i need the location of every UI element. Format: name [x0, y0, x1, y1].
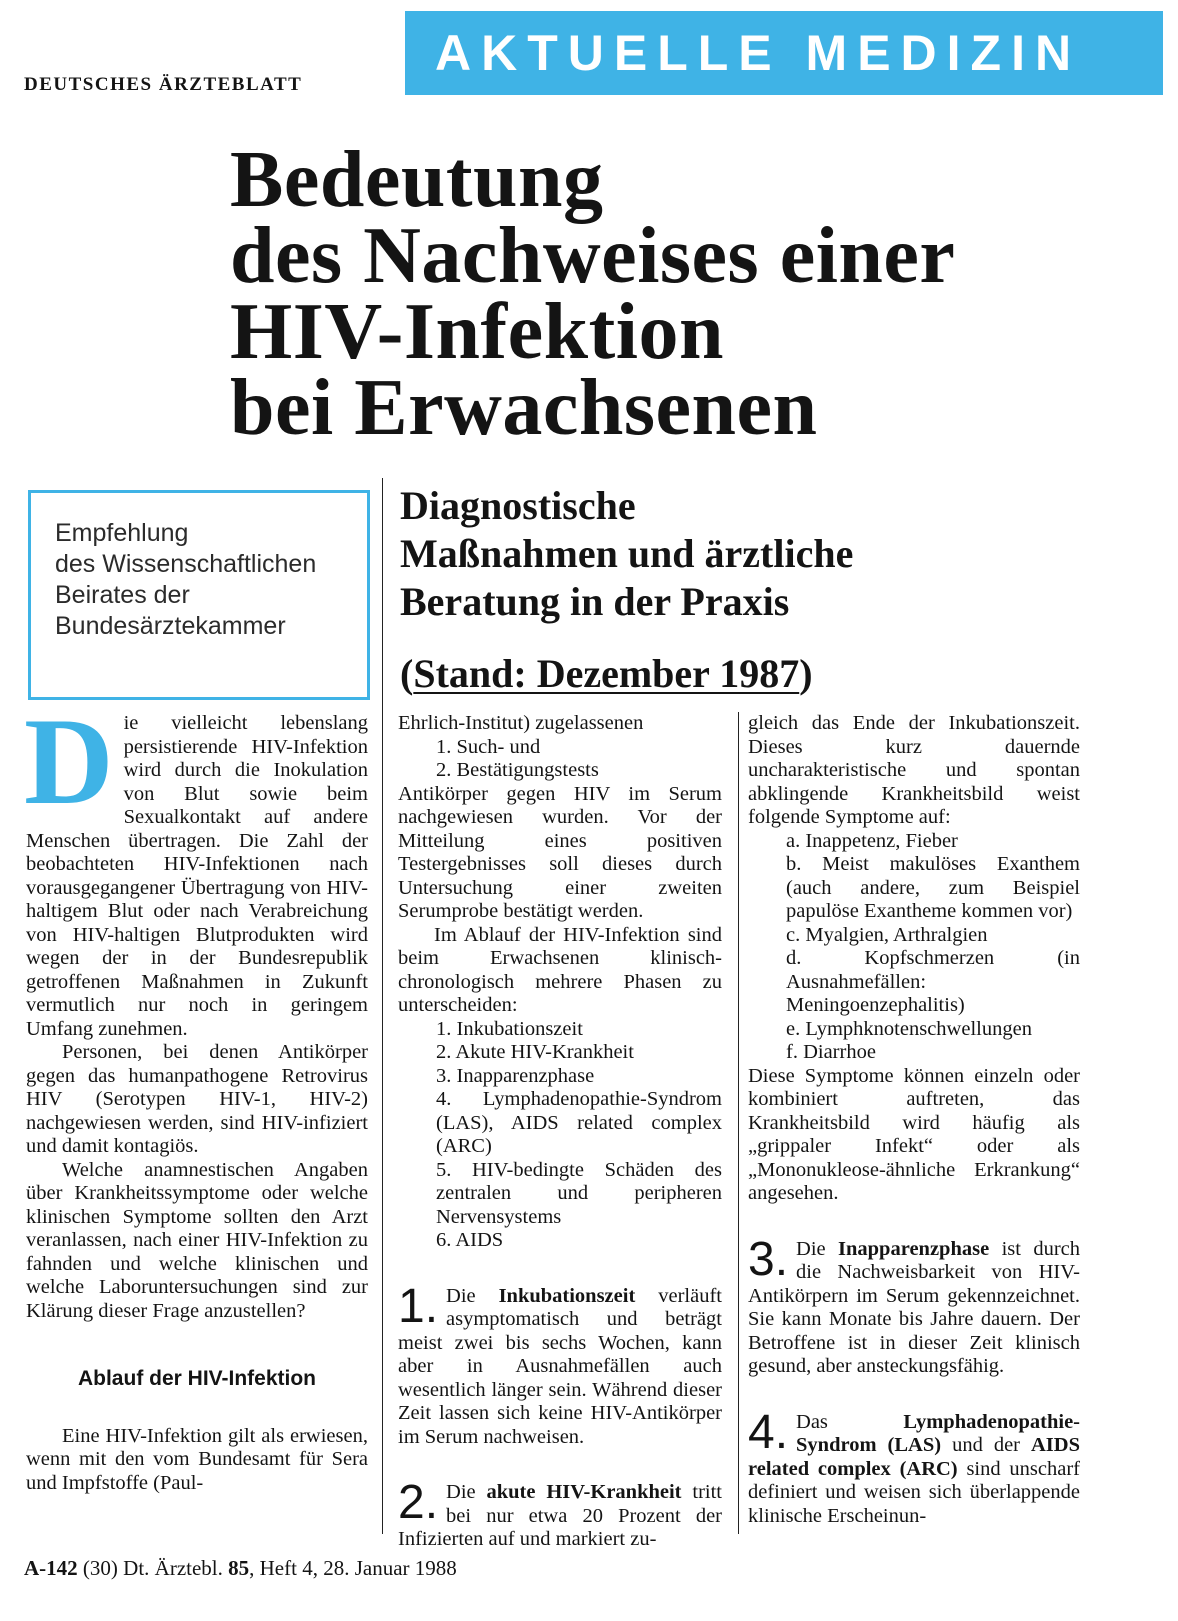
title-line: Bedeutung: [230, 136, 604, 224]
paragraph: gleich das Ende der Inkubationszeit. Dieses kurz dauernde uncharakteristische und spontan abklingende Krankheitsbild weist folgende Symptome auf:: [748, 712, 1080, 828]
list-item: 6. AIDS: [436, 1229, 504, 1251]
column-1: [24, 693, 368, 1495]
title-line: HIV-Infektion: [230, 288, 724, 376]
list-item: 2. Bestätigungstests: [436, 759, 599, 781]
paragraph: Im Ablauf der HIV-Infektion sind beim Erwachsenen klinisch-chronologisch mehrere Phasen zu unterscheiden:: [398, 923, 722, 1016]
text: tritt bei nur etwa 20 Prozent der Infizierten auf und markiert zu-: [398, 1481, 722, 1550]
term: Inkubationszeit: [498, 1284, 636, 1307]
numbered-paragraph: [398, 1279, 722, 1450]
column-rule: [382, 478, 383, 1534]
list-item: d. Kopfschmerzen (in Ausnahmefällen: Meningoenzephalitis): [786, 947, 1080, 1016]
column-3: [748, 712, 1080, 1528]
text: Die: [796, 1237, 839, 1260]
list-item: a. Inappetenz, Fieber: [786, 829, 958, 852]
recommendation-line: Bundesärztekammer: [55, 612, 286, 640]
paragraph: Diese Symptome können einzeln oder kombiniert auftreten, das Krankheitsbild wird häufig als „grippaler Infekt“ oder als „Mononukleose-ähnliche Erkrankung“ angesehen.: [748, 1064, 1080, 1204]
page-footer: [24, 1556, 457, 1581]
numbered-paragraph: [748, 1232, 1080, 1379]
paragraph: Eine HIV-Infektion gilt als erwiesen, wenn mit den vom Bundesamt für Sera und Impfstoffe (Paul-: [26, 1424, 368, 1494]
text: ist durch die Nachweisbarkeit von HIV-Antikörpern im Serum gekennzeichnet. Sie kann Monate bis Jahre dauern. Der Betroffene ist in dieser Zeit klinisch gesund, aber ansteckungsfähig.: [748, 1237, 1080, 1377]
list-item: 5. HIV-bedingte Schäden des zentralen und peripheren Nervensystems: [436, 1158, 722, 1228]
list-item: b. Meist makulöses Exanthem (auch andere, zum Beispiel papulöse Exantheme kommen vor): [786, 853, 1080, 922]
recommendation-line: des Wissenschaftlichen: [55, 550, 317, 578]
stand-date: [400, 650, 813, 698]
recommendation-line: Beirates der: [55, 581, 190, 609]
column-rule: [738, 712, 739, 1534]
paragraph: Personen, bei denen Antikörper gegen das humanpathogene Retrovirus HIV (Serotypen HIV-1, HIV-2) nachgewiesen werden, sind HIV-infiziert und damit kontagiös.: [26, 1041, 368, 1157]
text: verläuft asymptomatisch und beträgt meist zwei bis sechs Wochen, kann aber in Ausnahmefällen auch wesentlich länger sein. Während dieser Zeit lassen sich keine HIV-Antikörper im Serum nachweisen.: [398, 1284, 722, 1448]
article-title: [230, 136, 1160, 452]
text: sind unscharf definiert und weisen sich überlappende klinische Erscheinun-: [748, 1457, 1080, 1527]
recommendation-box: [28, 490, 370, 700]
section-banner: AKTUELLE MEDIZIN: [405, 11, 1163, 95]
list-item: 3. Inapparenzphase: [436, 1064, 595, 1087]
list-item: 1. Inkubationszeit: [436, 1017, 583, 1040]
citation: (30) Dt. Ärztebl.: [77, 1556, 229, 1580]
text: Die: [446, 1284, 499, 1307]
term: Inapparenzphase: [838, 1237, 990, 1260]
numbered-paragraph: [748, 1405, 1080, 1529]
list-item: 2. Akute HIV-Krankheit: [436, 1041, 634, 1063]
text: und der: [941, 1434, 1031, 1456]
term: Lymphadenopathie-Syndrom (LAS): [796, 1410, 1080, 1456]
term: akute HIV-Krankheit: [486, 1481, 682, 1503]
stand-open: (: [400, 651, 414, 696]
column-2: [398, 712, 722, 1552]
drop-cap: D: [24, 693, 114, 830]
title-line: des Nachweises einer: [230, 212, 956, 300]
list-item: 1. Such- und: [436, 735, 541, 758]
list-item: c. Myalgien, Arthralgien: [786, 923, 988, 946]
term: AIDS related complex (ARC): [748, 1434, 1080, 1480]
paragraph: Welche anamnestischen Angaben über Krankheitssymptome oder welche klinischen Symptome sollten den Arzt veranlassen, nach einer HIV-Infektion zu fahnden und welche klinischen und welche Laboruntersuchungen sind zur Klärung dieser Frage anzustellen?: [26, 1158, 368, 1322]
section-number: 4.: [748, 1405, 789, 1459]
subtitle-line: Beratung in der Praxis: [400, 579, 790, 624]
list-item: e. Lymphknotenschwellungen: [786, 1017, 1032, 1040]
stand-close: ): [799, 651, 813, 696]
list-item: 4. Lymphadenopathie-Syndrom (LAS), AIDS related complex (ARC): [436, 1088, 722, 1157]
numbered-paragraph: [398, 1476, 722, 1552]
recommendation-line: Empfehlung: [55, 519, 189, 547]
text: Die: [446, 1481, 487, 1503]
paragraph: ie vielleicht lebenslang persistierende HIV-Infektion wird durch die Inokulation von Blut sowie beim Sexualkontakt auf andere Menschen übertragen. Die Zahl der beobachteten HIV-Infektionen nach vorausgegangener Übertragung von HIV-haltigem Blut oder nach Verabreichung von HIV-haltigen Blutprodukten wird wegen der in der Bundesrepublik getroffenen Maßnahmen in Zukunft vermutlich nur noch in geringem Umfang zunehmen.: [26, 712, 368, 1040]
citation: , Heft 4, 28. Januar 1988: [249, 1556, 457, 1580]
stand-text: Stand: Dezember 1987: [413, 651, 800, 696]
section-heading: Ablauf der HIV-Infektion: [77, 1367, 316, 1390]
paragraph: Ehrlich-Institut) zugelassenen: [398, 712, 644, 734]
subtitle-line: Maßnahmen und ärztliche: [400, 531, 854, 576]
subtitle-line: Diagnostische: [400, 483, 636, 528]
section-number: 3.: [748, 1232, 789, 1286]
text: Das: [796, 1410, 904, 1433]
title-line: bei Erwachsenen: [230, 364, 818, 452]
article-subtitle: [400, 482, 1160, 626]
volume: 85: [228, 1556, 250, 1580]
section-number: 2.: [398, 1476, 439, 1529]
section-number: 1.: [398, 1279, 439, 1333]
journal-name: DEUTSCHES ÄRZTEBLATT: [24, 74, 303, 95]
list-item: f. Diarrhoe: [786, 1041, 876, 1063]
paragraph: Antikörper gegen HIV im Serum nachgewiesen wurden. Vor der Mitteilung eines positiven Testergebnisses soll dieses durch Untersuchung einer zweiten Serumprobe bestätigt werden.: [398, 782, 722, 922]
page-number: A-142: [24, 1556, 78, 1580]
